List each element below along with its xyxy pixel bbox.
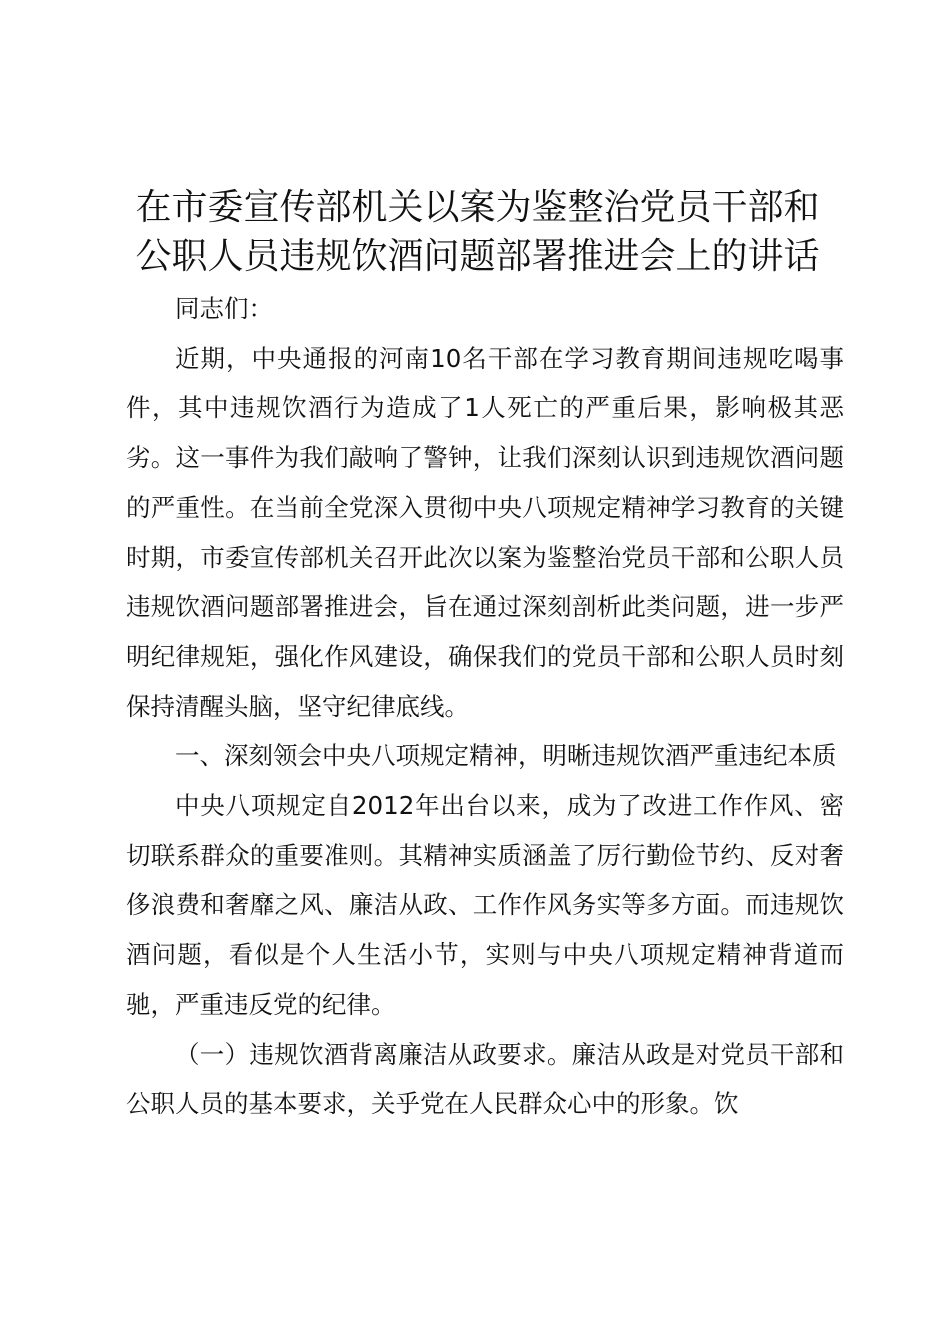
section-heading-1: 一、深刻领会中央八项规定精神，明晰违规饮酒严重违纪本质 [175,741,837,771]
paragraph-subsection-1: （一）违规饮酒背离廉洁从政要求。廉洁从政是对党员干部和公职人员的基本要求，关乎党在人民群众心中的形象。饮 [126,1039,844,1119]
document-body [126,284,844,1129]
paragraph-section-1: 中央八项规定自2012年出台以来，成为了改进工作作风、密切联系群众的重要准则。其精神实质涵盖了厉行勤俭节约、反对奢侈浪费和奢靡之风、廉洁从政、工作作风务实等多方面。而违规饮酒问题，看似是个人生活小节，实则与中央八项规定精神背道而驰，严重违反党的纪律。 [126,791,844,1019]
paragraph-intro: 近期，中央通报的河南10名干部在学习教育期间违规吃喝事件，其中违规饮酒行为造成了1人死亡的严重后果，影响极其恶劣。这一事件为我们敲响了警钟，让我们深刻认识到违规饮酒问题的严重性。在当前全党深入贯彻中央八项规定精神学习教育的关键时期，市委宣传部机关召开此次以案为鉴整治党员干部和公职人员违规饮酒问题部署推进会，旨在通过深刻剖析此类问题，进一步严明纪律规矩，强化作风建设，确保我们的党员干部和公职人员时刻保持清醒头脑，坚守纪律底线。 [126,343,844,721]
salutation: 同志们： [175,294,273,323]
document-title: 在市委宣传部机关以案为鉴整治党员干部和公职人员违规饮酒问题部署推进会上的讲话 [135,187,820,277]
